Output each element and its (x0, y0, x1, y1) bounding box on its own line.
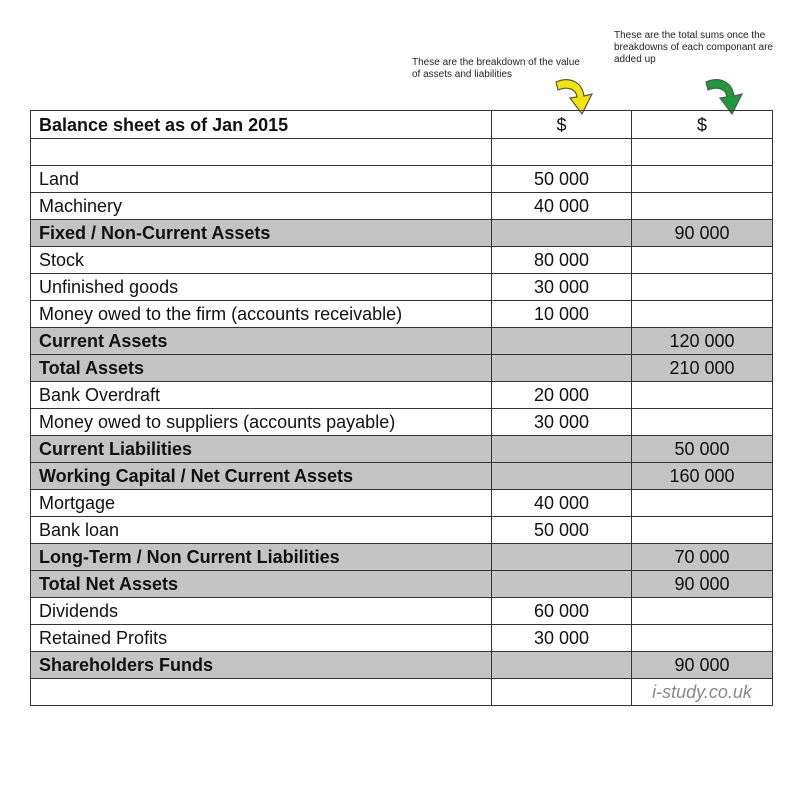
total-value (632, 490, 773, 517)
table-row (31, 301, 773, 328)
breakdown-annotation: These are the breakdown of the value of assets and liabilities (412, 57, 580, 80)
breakdown-value: 30 000 (492, 274, 632, 301)
table-row (31, 139, 773, 166)
subtotal-row (31, 328, 773, 355)
total-value (632, 301, 773, 328)
subtotal-row (31, 355, 773, 382)
table-row (31, 166, 773, 193)
row-label: Mortgage (31, 490, 492, 517)
breakdown-value (492, 355, 632, 382)
total-value (632, 382, 773, 409)
total-value: 90 000 (632, 652, 773, 679)
totals-annotation: These are the total sums once the breakdowns of each componant are added up (614, 30, 773, 65)
table-row (31, 382, 773, 409)
total-column-header: $ (632, 111, 773, 139)
total-value (632, 193, 773, 220)
breakdown-value: 60 000 (492, 598, 632, 625)
row-label: Unfinished goods (31, 274, 492, 301)
table-row (31, 517, 773, 544)
breakdown-value (492, 652, 632, 679)
row-label: Money owed to the firm (accounts receivable) (31, 301, 492, 328)
balance-sheet-table (30, 110, 773, 706)
total-value (632, 625, 773, 652)
total-value (632, 139, 773, 166)
total-value: 90 000 (632, 220, 773, 247)
row-label (31, 139, 492, 166)
breakdown-value (492, 139, 632, 166)
table-row (31, 598, 773, 625)
row-label: Total Net Assets (31, 571, 492, 598)
subtotal-row (31, 544, 773, 571)
row-label: Total Assets (31, 355, 492, 382)
table-row (31, 193, 773, 220)
total-value: 90 000 (632, 571, 773, 598)
breakdown-value: 80 000 (492, 247, 632, 274)
subtotal-row (31, 652, 773, 679)
breakdown-value: 40 000 (492, 193, 632, 220)
subtotal-row (31, 436, 773, 463)
breakdown-value (492, 571, 632, 598)
row-label: Machinery (31, 193, 492, 220)
row-label: Current Liabilities (31, 436, 492, 463)
breakdown-value (492, 463, 632, 490)
row-label: Shareholders Funds (31, 652, 492, 679)
row-label: Fixed / Non-Current Assets (31, 220, 492, 247)
total-value (632, 274, 773, 301)
table-title: Balance sheet as of Jan 2015 (31, 111, 492, 139)
total-value (632, 598, 773, 625)
row-label: Land (31, 166, 492, 193)
table-row (31, 625, 773, 652)
row-label: Bank Overdraft (31, 382, 492, 409)
row-label: Stock (31, 247, 492, 274)
row-label: Dividends (31, 598, 492, 625)
row-label: Long-Term / Non Current Liabilities (31, 544, 492, 571)
breakdown-value (492, 544, 632, 571)
subtotal-row (31, 463, 773, 490)
subtotal-row (31, 571, 773, 598)
total-value (632, 409, 773, 436)
total-value: 210 000 (632, 355, 773, 382)
total-value: 120 000 (632, 328, 773, 355)
breakdown-value (492, 220, 632, 247)
site-credit: i-study.co.uk (632, 679, 773, 706)
subtotal-row (31, 220, 773, 247)
empty-cell (31, 679, 492, 706)
breakdown-value: 50 000 (492, 166, 632, 193)
table-row (31, 247, 773, 274)
table-header-row (31, 111, 773, 139)
breakdown-value: 10 000 (492, 301, 632, 328)
breakdown-value (492, 328, 632, 355)
total-value (632, 517, 773, 544)
total-value: 70 000 (632, 544, 773, 571)
breakdown-column-header: $ (492, 111, 632, 139)
table-row (31, 409, 773, 436)
row-label: Current Assets (31, 328, 492, 355)
row-label: Money owed to suppliers (accounts payable) (31, 409, 492, 436)
breakdown-value (492, 436, 632, 463)
breakdown-value: 40 000 (492, 490, 632, 517)
row-label: Working Capital / Net Current Assets (31, 463, 492, 490)
empty-cell (492, 679, 632, 706)
row-label: Bank loan (31, 517, 492, 544)
total-value (632, 247, 773, 274)
total-value (632, 166, 773, 193)
table-row (31, 274, 773, 301)
credit-row (31, 679, 773, 706)
breakdown-value: 50 000 (492, 517, 632, 544)
total-value: 160 000 (632, 463, 773, 490)
breakdown-value: 30 000 (492, 409, 632, 436)
breakdown-value: 30 000 (492, 625, 632, 652)
breakdown-value: 20 000 (492, 382, 632, 409)
row-label: Retained Profits (31, 625, 492, 652)
table-row (31, 490, 773, 517)
total-value: 50 000 (632, 436, 773, 463)
